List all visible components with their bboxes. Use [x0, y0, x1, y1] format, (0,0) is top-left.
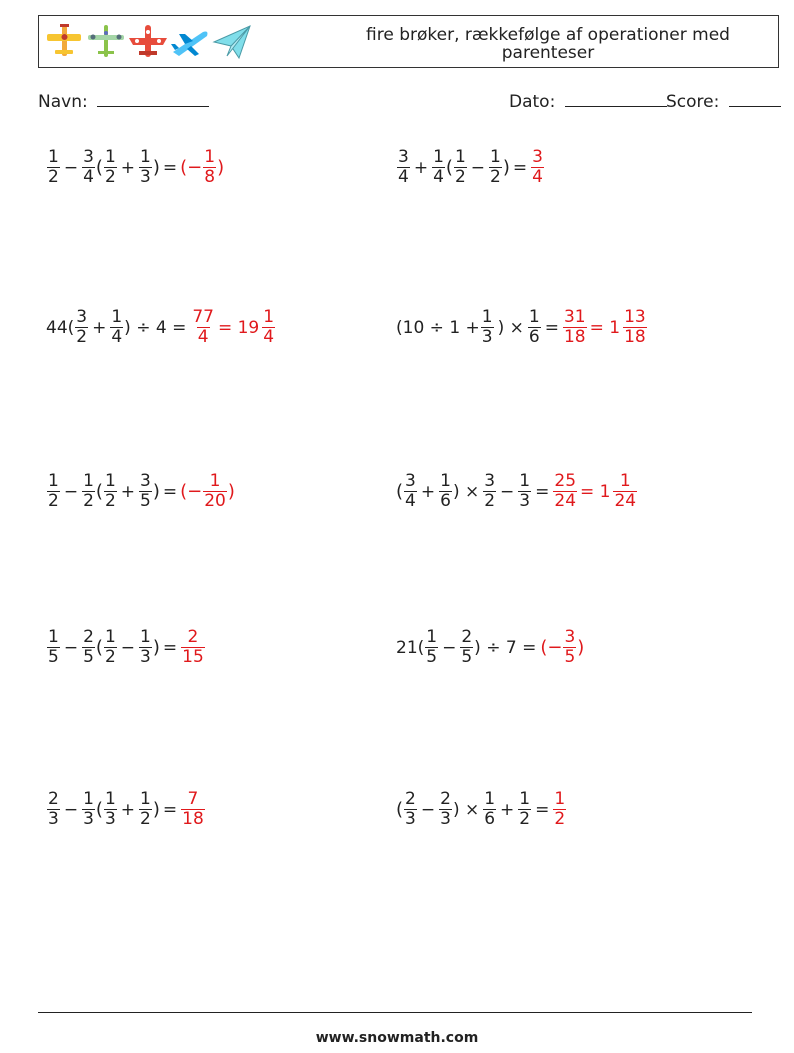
expression-text: 21( — [396, 637, 425, 658]
fraction — [454, 148, 467, 187]
numerator: 1 — [426, 627, 438, 647]
numerator: 3 — [76, 307, 88, 327]
paren: ( — [445, 157, 453, 178]
denominator: 2 — [519, 809, 531, 829]
fraction — [110, 308, 123, 347]
answer-fraction — [181, 628, 205, 667]
denominator: 5 — [564, 647, 576, 667]
denominator: 2 — [484, 491, 496, 511]
problem-5 — [46, 472, 235, 511]
fraction — [139, 790, 152, 829]
fraction — [139, 472, 152, 511]
denominator: 5 — [83, 647, 94, 667]
numerator: 1 — [111, 307, 123, 327]
paren: ( — [396, 799, 404, 820]
denominator: 8 — [204, 167, 216, 187]
operator: + — [413, 157, 429, 178]
name-blank[interactable] — [97, 93, 209, 107]
footer-divider — [38, 1012, 752, 1013]
paren: ) — [502, 157, 510, 178]
denominator: 5 — [48, 647, 59, 667]
fraction — [47, 790, 60, 829]
equals: = — [162, 799, 178, 820]
operator: + — [120, 481, 136, 502]
fraction — [82, 628, 95, 667]
denominator: 2 — [454, 167, 466, 187]
numerator: 1 — [209, 471, 221, 491]
denominator: 3 — [140, 647, 151, 667]
answer-fraction — [563, 308, 587, 347]
equals: = — [162, 157, 178, 178]
denominator: 3 — [440, 809, 451, 829]
fraction — [47, 148, 60, 187]
answer-paren: (− — [180, 157, 203, 178]
paren: ) — [152, 481, 160, 502]
answer-fraction — [203, 148, 216, 187]
fraction — [82, 790, 95, 829]
denominator: 3 — [104, 809, 116, 829]
numerator: 3 — [398, 147, 409, 167]
denominator: 18 — [624, 327, 646, 347]
numerator: 1 — [140, 627, 151, 647]
fraction — [404, 790, 417, 829]
denominator: 3 — [48, 809, 59, 829]
equals: = — [162, 481, 178, 502]
expression-text: ) × — [452, 481, 480, 502]
answer-whole: = 1 — [589, 317, 621, 338]
paren: ) — [152, 157, 160, 178]
numerator: 1 — [433, 147, 444, 167]
title-line-1: fire brøker, rækkefølge af operationer med — [366, 25, 730, 45]
denominator: 2 — [48, 167, 59, 187]
numerator: 1 — [140, 147, 151, 167]
answer-fraction — [553, 790, 566, 829]
expression-text: ) ÷ 4 = — [124, 317, 187, 338]
denominator: 3 — [405, 809, 416, 829]
numerator: 1 — [484, 789, 496, 809]
denominator: 18 — [182, 809, 204, 829]
operator: + — [92, 317, 107, 338]
denominator: 6 — [440, 491, 451, 511]
answer-paren: ) — [227, 481, 235, 502]
numerator: 1 — [490, 147, 501, 167]
fraction — [139, 148, 152, 187]
answer-fraction — [553, 472, 577, 511]
problem-2 — [396, 148, 545, 187]
operator: − — [63, 481, 79, 502]
expression-text: ) × — [452, 799, 480, 820]
numerator: 1 — [519, 471, 531, 491]
denominator: 15 — [182, 647, 204, 667]
problem-3 — [46, 308, 276, 347]
fraction — [47, 472, 60, 511]
fraction — [82, 472, 95, 511]
numerator: 1 — [83, 471, 94, 491]
numerator: 1 — [263, 307, 275, 327]
fraction — [82, 148, 95, 187]
paren: ( — [95, 799, 103, 820]
numerator: 3 — [140, 471, 151, 491]
name-field — [38, 92, 209, 112]
numerator: 1 — [481, 307, 493, 327]
answer-paren: (− — [180, 481, 203, 502]
denominator: 2 — [104, 647, 116, 667]
paren: ) — [152, 799, 160, 820]
denominator: 2 — [104, 491, 116, 511]
numerator: 1 — [204, 147, 216, 167]
name-label: Navn: — [38, 92, 88, 112]
numerator: 1 — [519, 789, 531, 809]
fraction — [528, 308, 541, 347]
numerator: 1 — [554, 789, 566, 809]
fraction — [432, 148, 445, 187]
fraction — [439, 472, 452, 511]
paper-plane-icon — [211, 22, 253, 62]
problem-8 — [396, 628, 584, 667]
numerator: 1 — [140, 789, 151, 809]
denominator: 20 — [204, 491, 226, 511]
operator: + — [120, 157, 136, 178]
fraction — [489, 148, 502, 187]
numerator: 7 — [187, 789, 199, 809]
numerator: 3 — [405, 471, 416, 491]
denominator: 2 — [140, 809, 151, 829]
operator: − — [63, 799, 79, 820]
expression-text: 44( — [46, 317, 75, 338]
denominator: 4 — [263, 327, 275, 347]
problem-7 — [46, 628, 206, 667]
answer-fraction — [531, 148, 544, 187]
numerator: 25 — [554, 471, 577, 491]
denominator: 6 — [528, 327, 540, 347]
numerator: 2 — [83, 627, 94, 647]
paren: ) — [152, 637, 160, 658]
numerator: 1 — [454, 147, 466, 167]
numerator: 3 — [83, 147, 94, 167]
fraction — [104, 790, 117, 829]
numerator: 3 — [532, 147, 543, 167]
score-field — [666, 92, 781, 112]
answer-paren: ) — [577, 637, 585, 658]
answer-paren: (− — [540, 637, 563, 658]
operator: + — [500, 799, 515, 820]
fraction — [483, 790, 496, 829]
equals: = — [162, 637, 178, 658]
header-icons — [43, 22, 253, 62]
fraction — [397, 148, 410, 187]
blue-jet-icon — [169, 22, 211, 62]
numerator: 1 — [48, 471, 59, 491]
fraction — [104, 628, 117, 667]
denominator: 2 — [490, 167, 501, 187]
numerator: 2 — [405, 789, 416, 809]
green-plane-icon — [85, 22, 127, 62]
operator: − — [420, 799, 436, 820]
fraction — [104, 472, 117, 511]
operator: − — [63, 157, 79, 178]
problem-6 — [396, 472, 638, 511]
denominator: 2 — [48, 491, 59, 511]
operator: + — [120, 799, 136, 820]
denominator: 2 — [76, 327, 88, 347]
problem-4 — [396, 308, 648, 347]
denominator: 2 — [104, 167, 116, 187]
operator: − — [470, 157, 486, 178]
fraction — [139, 628, 152, 667]
paren: ( — [396, 481, 404, 502]
answer-whole: = 1 — [580, 481, 611, 502]
paren: ( — [95, 637, 103, 658]
date-field — [509, 92, 667, 112]
denominator: 5 — [461, 647, 473, 667]
operator: − — [120, 637, 136, 658]
answer-whole: = 19 — [217, 317, 260, 338]
fraction — [47, 628, 60, 667]
numerator: 31 — [563, 307, 586, 327]
denominator: 3 — [83, 809, 94, 829]
paren: ( — [95, 157, 103, 178]
denominator: 18 — [563, 327, 586, 347]
denominator: 4 — [111, 327, 123, 347]
answer-fraction — [623, 308, 647, 347]
denominator: 4 — [83, 167, 94, 187]
fraction — [104, 148, 117, 187]
expression-text: ) × — [497, 317, 524, 338]
denominator: 4 — [532, 167, 543, 187]
denominator: 24 — [614, 491, 637, 511]
numerator: 1 — [104, 147, 116, 167]
equals: = — [535, 799, 550, 820]
fraction — [425, 628, 438, 667]
equals: = — [512, 157, 528, 178]
answer-fraction — [563, 628, 576, 667]
fraction — [75, 308, 88, 347]
answer-fraction — [191, 308, 215, 347]
numerator: 2 — [440, 789, 451, 809]
numerator: 1 — [104, 627, 116, 647]
problem-10 — [396, 790, 567, 829]
worksheet-header — [38, 15, 779, 68]
denominator: 5 — [140, 491, 151, 511]
answer-fraction — [262, 308, 275, 347]
denominator: 3 — [519, 491, 531, 511]
numerator: 1 — [619, 471, 631, 491]
expression-text: (10 ÷ 1 + — [396, 317, 480, 338]
numerator: 2 — [48, 789, 59, 809]
fraction — [518, 472, 531, 511]
numerator: 2 — [461, 627, 473, 647]
operator: + — [420, 481, 436, 502]
denominator: 6 — [484, 809, 496, 829]
numerator: 1 — [83, 789, 94, 809]
denominator: 2 — [554, 809, 566, 829]
expression-text: ) ÷ 7 = — [474, 637, 537, 658]
fraction — [481, 308, 494, 347]
operator: − — [63, 637, 79, 658]
equals: = — [544, 317, 559, 338]
denominator: 24 — [554, 491, 577, 511]
denominator: 4 — [197, 327, 209, 347]
fraction — [483, 472, 496, 511]
denominator: 3 — [140, 167, 151, 187]
paren: ( — [95, 481, 103, 502]
numerator: 1 — [104, 789, 116, 809]
numerator: 1 — [440, 471, 451, 491]
yellow-plane-icon — [43, 22, 85, 62]
fraction — [518, 790, 531, 829]
numerator: 13 — [624, 307, 646, 327]
title-line-2: parenteser — [501, 43, 595, 63]
numerator: 3 — [564, 627, 576, 647]
answer-fraction — [613, 472, 637, 511]
numerator: 1 — [528, 307, 540, 327]
operator: − — [500, 481, 515, 502]
numerator: 2 — [187, 627, 199, 647]
answer-fraction — [181, 790, 205, 829]
answer-paren: ) — [217, 157, 225, 178]
footer-url[interactable]: www.snowmath.com — [315, 1030, 479, 1046]
numerator: 1 — [48, 627, 59, 647]
numerator: 1 — [48, 147, 59, 167]
fraction — [404, 472, 417, 511]
fraction — [439, 790, 452, 829]
denominator: 4 — [433, 167, 444, 187]
date-blank[interactable] — [565, 93, 667, 107]
answer-fraction — [203, 472, 227, 511]
numerator: 3 — [484, 471, 496, 491]
denominator: 4 — [398, 167, 409, 187]
date-label: Dato: — [509, 92, 556, 112]
score-label: Score: — [666, 92, 720, 112]
numerator: 1 — [104, 471, 116, 491]
denominator: 2 — [83, 491, 94, 511]
red-plane-icon — [127, 22, 169, 62]
fraction — [460, 628, 473, 667]
denominator: 5 — [426, 647, 438, 667]
numerator: 77 — [192, 307, 214, 327]
worksheet-title — [338, 26, 758, 62]
score-blank[interactable] — [729, 93, 781, 107]
problem-9 — [46, 790, 206, 829]
operator: − — [442, 637, 457, 658]
equals: = — [535, 481, 550, 502]
denominator: 3 — [481, 327, 493, 347]
denominator: 4 — [405, 491, 416, 511]
problem-1 — [46, 148, 224, 187]
